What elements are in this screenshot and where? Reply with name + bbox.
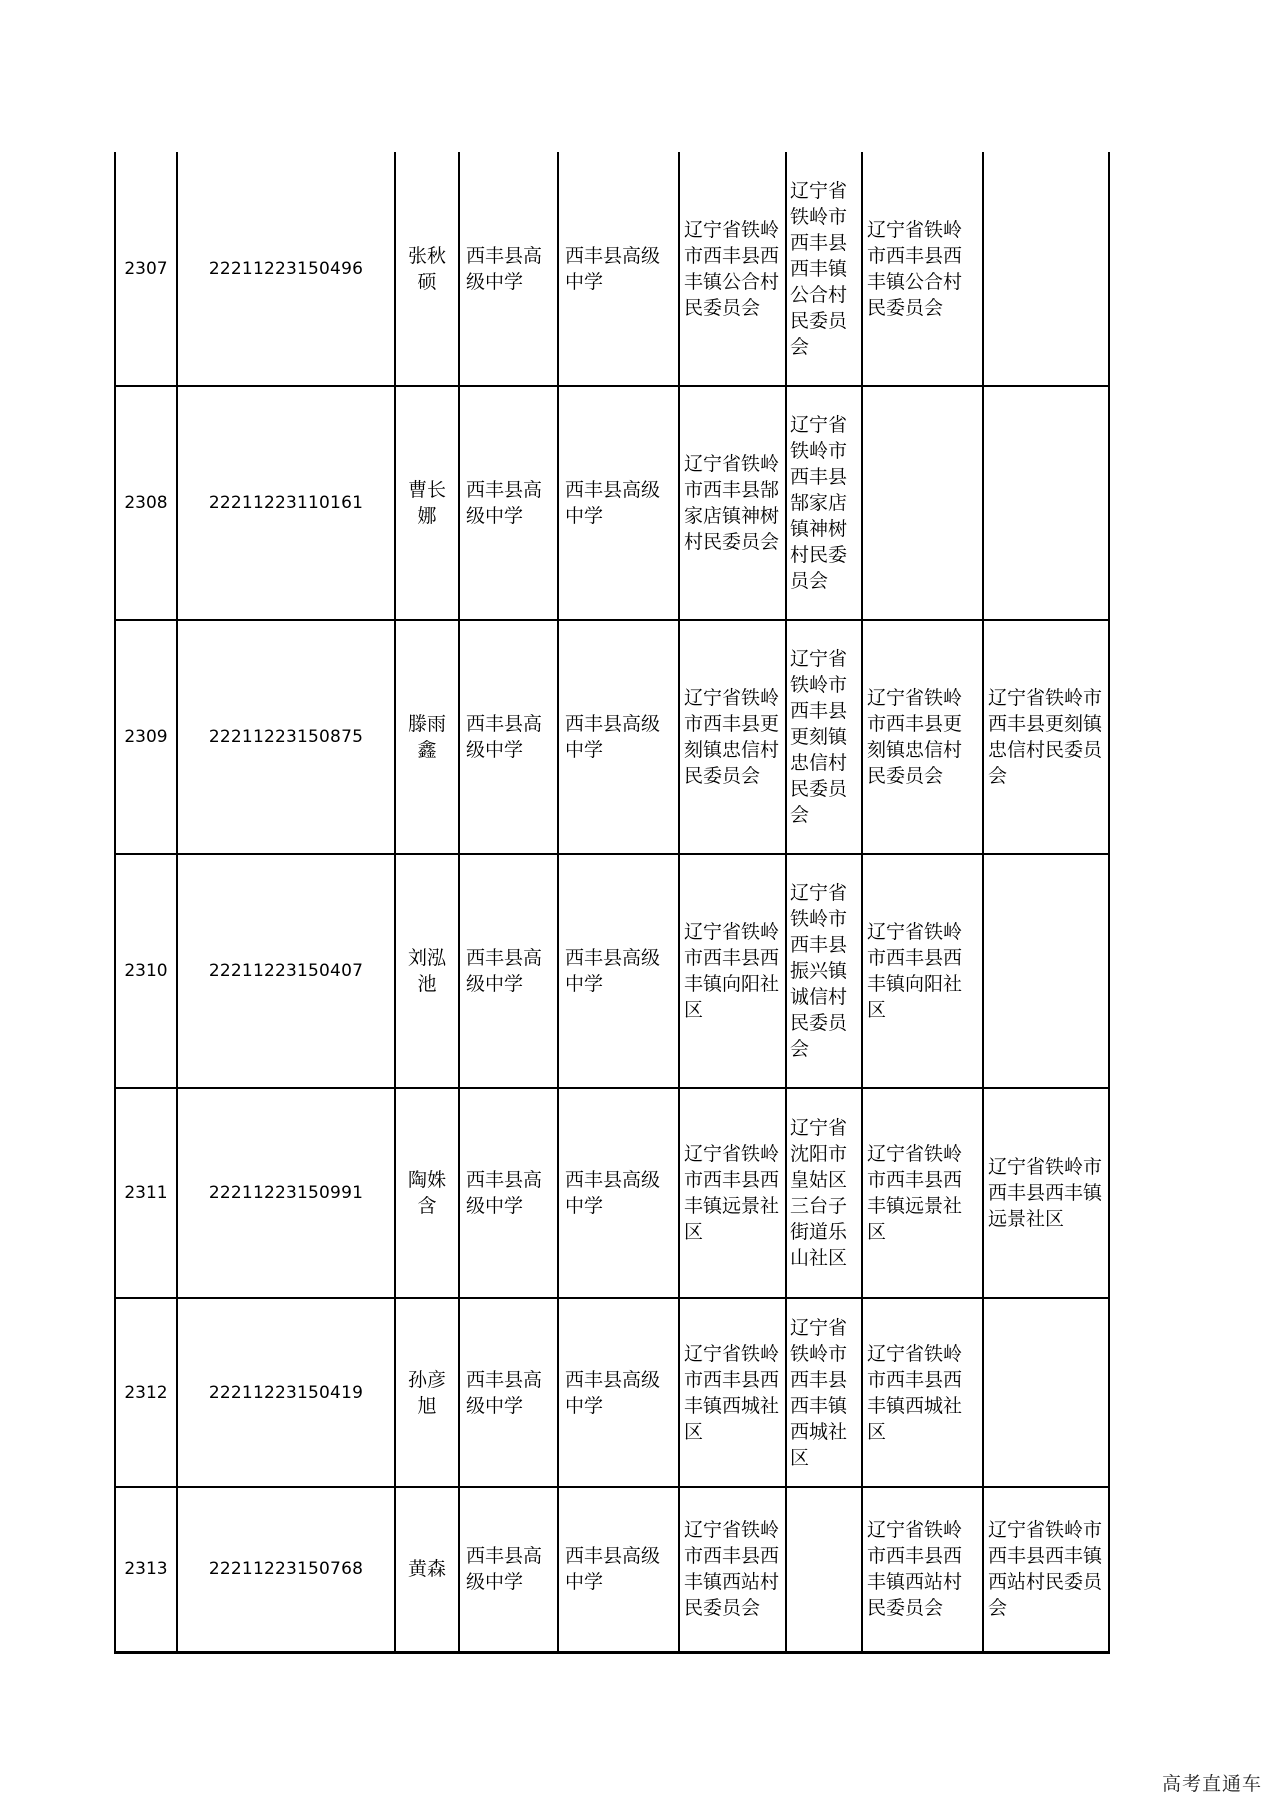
address-cell: 辽宁省铁岭市西丰县更刻镇忠信村民委员会	[786, 620, 862, 854]
school-cell: 西丰县高级中学	[558, 152, 679, 386]
address-cell	[786, 1487, 862, 1652]
school-cell: 西丰县高级中学	[459, 620, 558, 854]
candidate-id: 22211223150991	[177, 1088, 395, 1298]
school-cell: 西丰县高级中学	[459, 1088, 558, 1298]
school-cell: 西丰县高级中学	[459, 152, 558, 386]
school-cell: 西丰县高级中学	[558, 1088, 679, 1298]
address-cell	[862, 386, 983, 620]
row-number: 2309	[115, 620, 177, 854]
candidate-name: 陶姝含	[395, 1088, 459, 1298]
address-cell: 辽宁省铁岭市西丰县西丰镇公合村民委员会	[862, 152, 983, 386]
candidate-id: 22211223150768	[177, 1487, 395, 1652]
candidate-name: 滕雨鑫	[395, 620, 459, 854]
school-cell: 西丰县高级中学	[558, 620, 679, 854]
address-cell: 辽宁省铁岭市西丰县西丰镇西城社区	[786, 1298, 862, 1487]
address-cell: 辽宁省铁岭市西丰县西丰镇向阳社区	[679, 854, 786, 1088]
school-cell: 西丰县高级中学	[558, 386, 679, 620]
candidate-id: 22211223150875	[177, 620, 395, 854]
address-cell	[983, 386, 1109, 620]
candidate-id: 22211223150419	[177, 1298, 395, 1487]
school-cell: 西丰县高级中学	[558, 1298, 679, 1487]
table-row	[115, 1487, 1109, 1652]
address-cell: 辽宁省铁岭市西丰县西丰镇公合村民委员会	[786, 152, 862, 386]
address-cell: 辽宁省铁岭市西丰县郜家店镇神树村民委员会	[679, 386, 786, 620]
address-cell: 辽宁省铁岭市西丰县西丰镇公合村民委员会	[679, 152, 786, 386]
address-cell: 辽宁省铁岭市西丰县西丰镇远景社区	[983, 1088, 1109, 1298]
address-cell: 辽宁省铁岭市西丰县西丰镇西站村民委员会	[983, 1487, 1109, 1652]
address-cell: 辽宁省铁岭市西丰县西丰镇西城社区	[679, 1298, 786, 1487]
school-cell: 西丰县高级中学	[459, 1487, 558, 1652]
address-cell: 辽宁省铁岭市西丰县西丰镇西城社区	[862, 1298, 983, 1487]
table-row	[115, 152, 1109, 386]
address-cell: 辽宁省铁岭市西丰县西丰镇西站村民委员会	[862, 1487, 983, 1652]
row-number: 2312	[115, 1298, 177, 1487]
address-cell: 辽宁省铁岭市西丰县西丰镇远景社区	[679, 1088, 786, 1298]
address-cell	[983, 152, 1109, 386]
candidate-name: 张秋硕	[395, 152, 459, 386]
school-cell: 西丰县高级中学	[459, 854, 558, 1088]
address-cell: 辽宁省铁岭市西丰县更刻镇忠信村民委员会	[862, 620, 983, 854]
address-cell: 辽宁省铁岭市西丰县西丰镇西站村民委员会	[679, 1487, 786, 1652]
school-cell: 西丰县高级中学	[558, 1487, 679, 1652]
table-row	[115, 854, 1109, 1088]
candidate-name: 孙彦旭	[395, 1298, 459, 1487]
table-row	[115, 620, 1109, 854]
address-cell: 辽宁省铁岭市西丰县西丰镇向阳社区	[862, 854, 983, 1088]
address-cell: 辽宁省铁岭市西丰县振兴镇诚信村民委员会	[786, 854, 862, 1088]
row-number: 2313	[115, 1487, 177, 1652]
address-cell: 辽宁省铁岭市西丰县更刻镇忠信村民委员会	[679, 620, 786, 854]
row-number: 2310	[115, 854, 177, 1088]
watermark-text: 高考直通车	[1161, 1773, 1262, 1795]
candidate-name: 曹长娜	[395, 386, 459, 620]
table-row	[115, 1298, 1109, 1487]
school-cell: 西丰县高级中学	[459, 386, 558, 620]
row-number: 2307	[115, 152, 177, 386]
candidate-name: 刘泓池	[395, 854, 459, 1088]
school-cell: 西丰县高级中学	[558, 854, 679, 1088]
address-cell: 辽宁省铁岭市西丰县郜家店镇神树村民委员会	[786, 386, 862, 620]
table-row	[115, 1088, 1109, 1298]
table-row	[115, 386, 1109, 620]
candidate-id: 22211223150407	[177, 854, 395, 1088]
school-cell: 西丰县高级中学	[459, 1298, 558, 1487]
candidate-id: 22211223110161	[177, 386, 395, 620]
roster-table	[114, 152, 1110, 1654]
candidate-name: 黄森	[395, 1487, 459, 1652]
address-cell: 辽宁省铁岭市西丰县更刻镇忠信村民委员会	[983, 620, 1109, 854]
address-cell: 辽宁省沈阳市皇姑区三台子街道乐山社区	[786, 1088, 862, 1298]
candidate-id: 22211223150496	[177, 152, 395, 386]
address-cell	[983, 854, 1109, 1088]
row-number: 2308	[115, 386, 177, 620]
row-number: 2311	[115, 1088, 177, 1298]
address-cell	[983, 1298, 1109, 1487]
address-cell: 辽宁省铁岭市西丰县西丰镇远景社区	[862, 1088, 983, 1298]
